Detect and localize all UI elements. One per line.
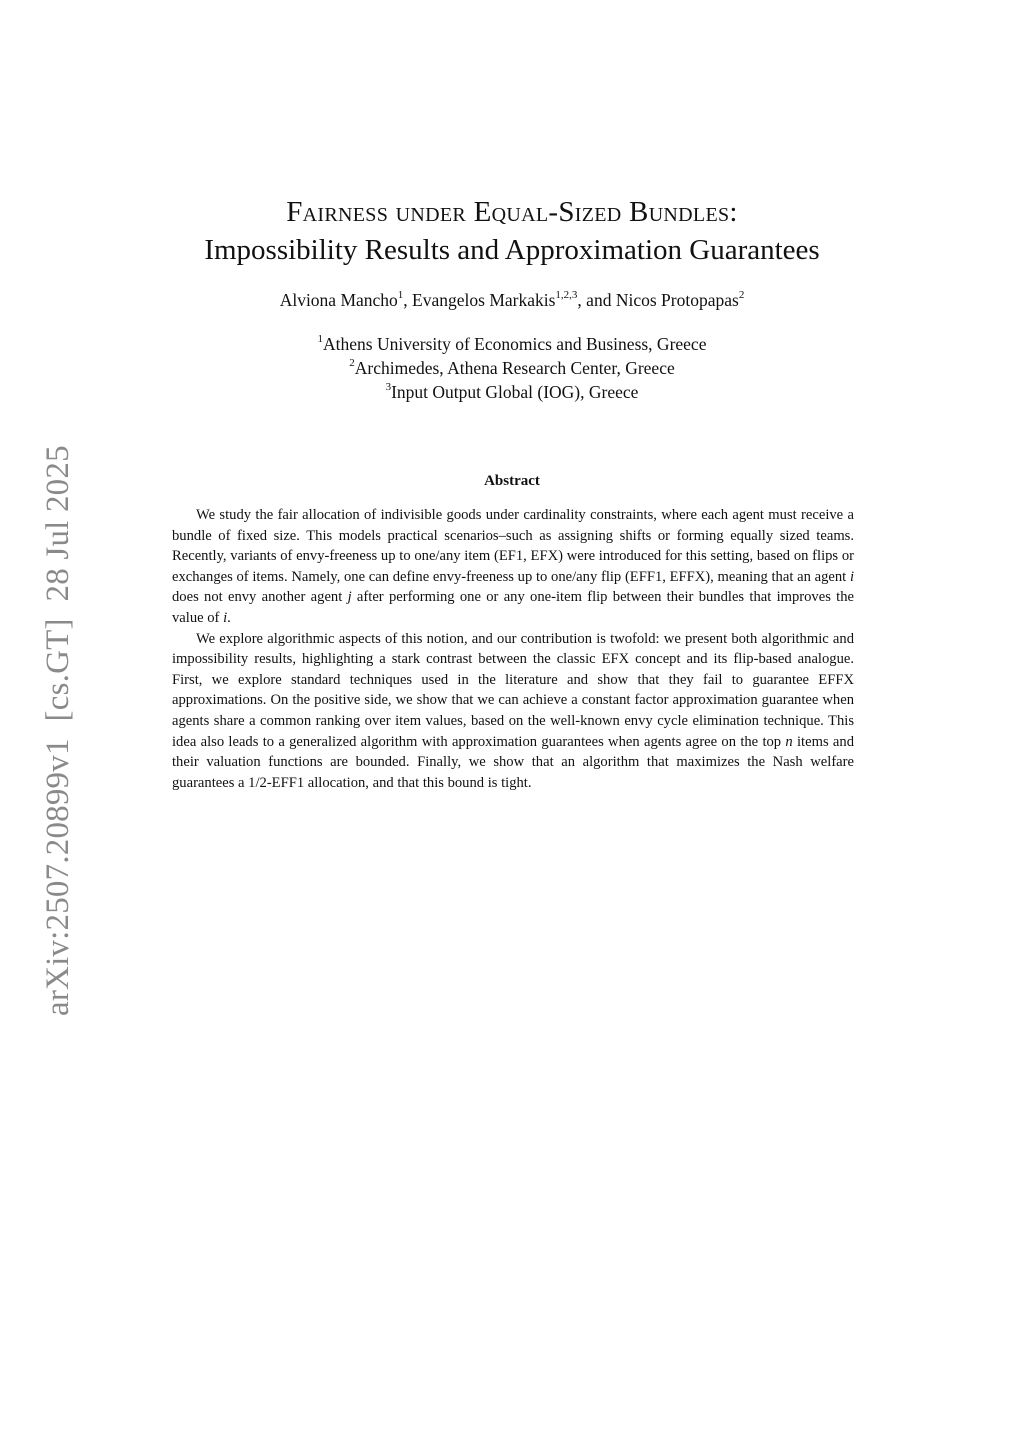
author-affiliation-marker: 1,2,3 [555, 289, 578, 302]
author-name: Nicos Protopapas [615, 290, 739, 310]
affiliation-marker: 1 [317, 333, 324, 346]
affiliation-text: Input Output Global (IOG), Greece [391, 382, 639, 402]
affiliation-marker: 2 [349, 357, 355, 370]
author-separator: , [403, 290, 413, 310]
paper-title [0, 193, 1024, 269]
affiliation-line [0, 356, 1024, 380]
math-variable: j [347, 589, 352, 606]
author-name: Evangelos Markakis [412, 290, 556, 310]
abstract-text: We study the fair allocation of indivisible goods under cardinality constraints, where each agent must receive a bundle of fixed size. This models practical scenarios–such as assigning shifts or forming equally sized teams. Recently, variants of envy-freeness up to one/any item (EF1, EFX) were introduced for this setting, based on flips or exchanges of items. Namely, one can define envy-freeness up to one/any flip (EFF1, EFFX), meaning that an agent [172, 507, 854, 585]
affiliation-text: Athens University of Economics and Business, Greece [323, 334, 707, 354]
abstract-heading: Abstract [484, 473, 540, 489]
author-separator: , and [577, 290, 616, 310]
affiliation-line [0, 380, 1024, 404]
math-variable: i [223, 609, 228, 626]
arxiv-identifier: arXiv:2507.20899v1 [cs.GT] 28 Jul 2025 [40, 445, 76, 1016]
abstract-paragraph [172, 629, 854, 794]
affiliation-marker: 3 [385, 381, 392, 394]
author-affiliation-marker: 2 [738, 289, 745, 302]
author-name: Alviona Mancho [279, 290, 398, 310]
abstract-body [172, 505, 854, 793]
affiliation-list [0, 332, 1024, 404]
affiliation-line [0, 332, 1024, 356]
abstract-text: after performing one or any one-item flip between their bundles that improves the value of [172, 589, 854, 626]
abstract-text: does not envy another agent [172, 589, 348, 606]
abstract-paragraph [172, 505, 854, 629]
title-line-1: Fairness under Equal-Sized Bundles: [286, 196, 738, 228]
author-affiliation-marker: 1 [397, 289, 404, 302]
abstract-text: items and their valuation functions are bounded. Finally, we show that an algorithm that maximizes the Nash welfare guarantees a 1/2-EFF1 allocation, and that this bound is tight. [172, 733, 854, 791]
abstract-text: We explore algorithmic aspects of this notion, and our contribution is twofold: we present both algorithmic and impossibility results, highlighting a stark contrast between the classic EFX concept and its flip-based analogue. First, we explore standard techniques used in the literature and show that they fail to guarantee EFFX approximations. On the positive side, we show that we can achieve a constant factor approximation guarantee when agents share a common ranking over item values, based on the well-known envy cycle elimination technique. This idea also leads to a generalized algorithm with approximation guarantees when agents agree on the top [172, 630, 854, 750]
title-line-2: Impossibility Results and Approximation Guarantees [204, 234, 820, 266]
abstract-text: . [227, 609, 231, 626]
author-list [0, 288, 1024, 312]
math-variable: n [785, 733, 793, 750]
affiliation-text: Archimedes, Athena Research Center, Greece [354, 358, 675, 378]
math-variable: i [849, 568, 854, 585]
